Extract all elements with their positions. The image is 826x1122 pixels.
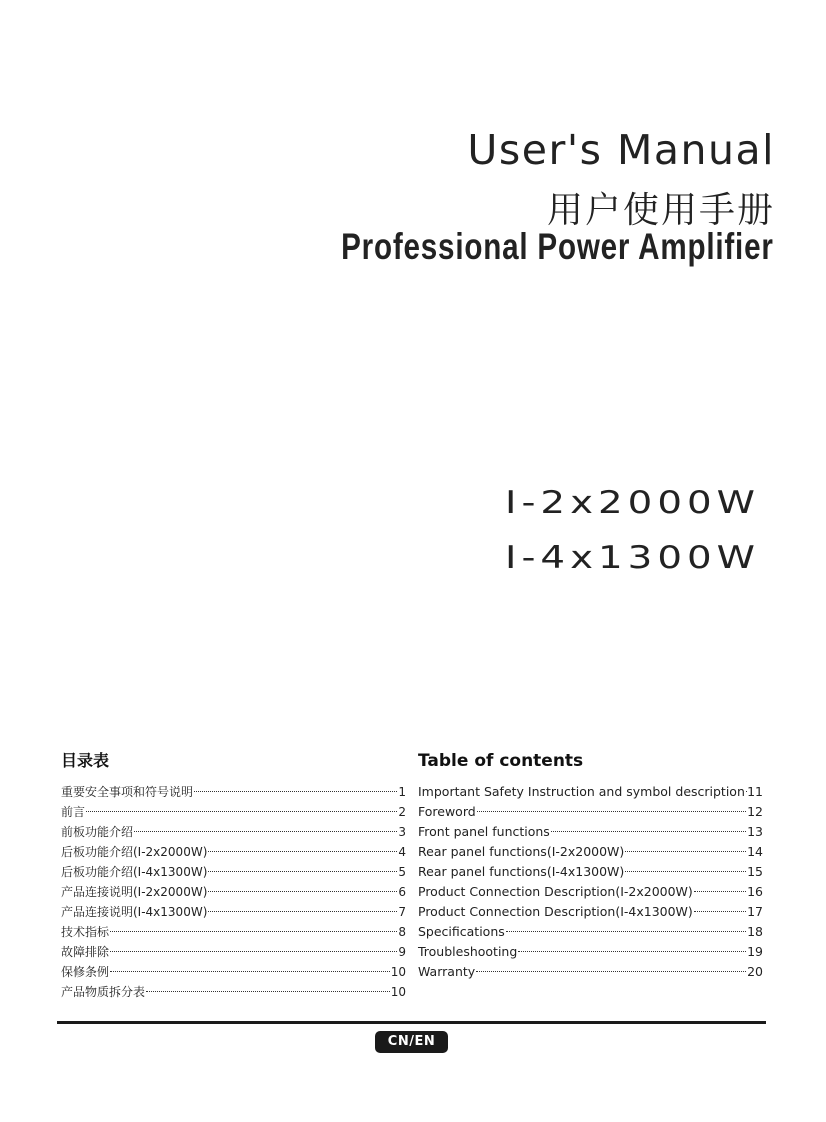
title-en: User's Manual: [467, 126, 775, 174]
toc-entry[interactable]: [418, 782, 763, 802]
toc-leader-dots: [146, 991, 390, 992]
toc-entry-page: 17: [747, 904, 763, 919]
toc-entry-page: 1: [398, 785, 406, 799]
toc-leader-dots: [110, 931, 397, 932]
toc-entry-label: Specifications: [418, 924, 505, 939]
toc-entry[interactable]: [418, 902, 763, 922]
toc-entry[interactable]: [418, 922, 763, 942]
toc-entry-page: 2: [398, 805, 406, 819]
toc-entry-label: Warranty: [418, 964, 476, 979]
toc-leader-dots: [476, 971, 746, 972]
toc-entry-page: 16: [747, 884, 763, 899]
toc-entry-page: 13: [747, 824, 763, 839]
toc-entry-page: 15: [747, 864, 763, 879]
toc-leader-dots: [625, 851, 746, 852]
toc-english: [418, 750, 763, 982]
toc-entry[interactable]: [418, 942, 763, 962]
toc-leader-dots: [551, 831, 746, 832]
toc-entry-label: 故障排除: [61, 945, 110, 959]
toc-entry-page: 12: [747, 804, 763, 819]
toc-leader-dots: [110, 951, 397, 952]
toc-chinese: [61, 750, 406, 1002]
toc-leader-dots: [110, 971, 390, 972]
toc-entry-page: 5: [398, 865, 406, 879]
toc-entry-label: Important Safety Instruction and symbol description: [418, 784, 745, 799]
toc-leader-dots: [194, 791, 397, 792]
toc-entry[interactable]: [61, 942, 406, 962]
toc-entry-label: 技术指标: [61, 925, 110, 939]
toc-entry-label: Troubleshooting: [418, 944, 518, 959]
toc-entry[interactable]: [61, 842, 406, 862]
toc-entry[interactable]: [61, 782, 406, 802]
toc-entry[interactable]: [61, 922, 406, 942]
toc-leader-dots: [208, 891, 397, 892]
title-zh: 用户使用手册: [546, 190, 775, 231]
toc-entry[interactable]: [418, 882, 763, 902]
toc-entry[interactable]: [418, 962, 763, 982]
toc-entry[interactable]: [61, 822, 406, 842]
toc-entry-label: Rear panel functions(I-4x1300W): [418, 864, 625, 879]
toc-entry-page: 18: [747, 924, 763, 939]
toc-entry[interactable]: [61, 902, 406, 922]
toc-leader-dots: [694, 911, 746, 912]
toc-entry[interactable]: [61, 982, 406, 1002]
toc-entry-label: 后板功能介绍(I-2x2000W): [61, 845, 208, 859]
toc-entry-label: 前言: [61, 805, 86, 819]
toc-entry-page: 9: [398, 945, 406, 959]
toc-entry-page: 20: [747, 964, 763, 979]
toc-entry-label: 产品物质拆分表: [61, 985, 146, 999]
toc-entry-page: 6: [398, 885, 406, 899]
toc-leader-dots: [506, 931, 746, 932]
toc-entry-page: 8: [398, 925, 406, 939]
language-badge: CN/EN: [375, 1031, 448, 1053]
toc-entry-page: 7: [398, 905, 406, 919]
toc-leader-dots: [625, 871, 746, 872]
toc-entry-label: 产品连接说明(I-4x1300W): [61, 905, 208, 919]
toc-entry-label: 重要安全事项和符号说明: [61, 785, 194, 799]
toc-leader-dots: [694, 891, 746, 892]
toc-english-heading: Table of contents: [418, 751, 584, 771]
model-name-1: I-2x2000W: [505, 485, 760, 521]
toc-chinese-heading: 目录表: [61, 751, 110, 770]
toc-entry[interactable]: [418, 862, 763, 882]
toc-entry-page: 10: [390, 965, 406, 979]
product-subtitle: Professional Power Amplifier: [341, 226, 774, 267]
toc-entry[interactable]: [418, 842, 763, 862]
toc-leader-dots: [518, 951, 746, 952]
toc-entry-label: 产品连接说明(I-2x2000W): [61, 885, 208, 899]
toc-entry-page: 11: [747, 784, 763, 799]
footer-divider: [57, 1021, 766, 1024]
toc-english-list: [418, 782, 763, 982]
toc-entry[interactable]: [61, 862, 406, 882]
toc-entry-label: 保修条例: [61, 965, 110, 979]
toc-entry-page: 3: [398, 825, 406, 839]
toc-entry[interactable]: [418, 822, 763, 842]
toc-leader-dots: [208, 851, 397, 852]
toc-entry-label: 后板功能介绍(I-4x1300W): [61, 865, 208, 879]
toc-leader-dots: [208, 911, 397, 912]
toc-entry[interactable]: [61, 882, 406, 902]
toc-entry-label: Product Connection Description(I-2x2000W): [418, 884, 693, 899]
toc-chinese-list: [61, 782, 406, 1002]
model-name-2: I-4x1300W: [505, 540, 760, 576]
toc-entry-label: Foreword: [418, 804, 476, 819]
toc-entry-label: 前板功能介绍: [61, 825, 134, 839]
toc-entry[interactable]: [61, 802, 406, 822]
toc-leader-dots: [477, 811, 746, 812]
toc-leader-dots: [208, 871, 397, 872]
toc-entry-page: 14: [747, 844, 763, 859]
toc-entry[interactable]: [418, 802, 763, 822]
toc-entry-label: Rear panel functions(I-2x2000W): [418, 844, 625, 859]
toc-entry-page: 19: [747, 944, 763, 959]
toc-entry-page: 10: [390, 985, 406, 999]
toc-entry-label: Product Connection Description(I-4x1300W): [418, 904, 693, 919]
toc-leader-dots: [134, 831, 397, 832]
toc-entry-label: Front panel functions: [418, 824, 550, 839]
toc-entry-page: 4: [398, 845, 406, 859]
toc-leader-dots: [86, 811, 397, 812]
toc-entry[interactable]: [61, 962, 406, 982]
